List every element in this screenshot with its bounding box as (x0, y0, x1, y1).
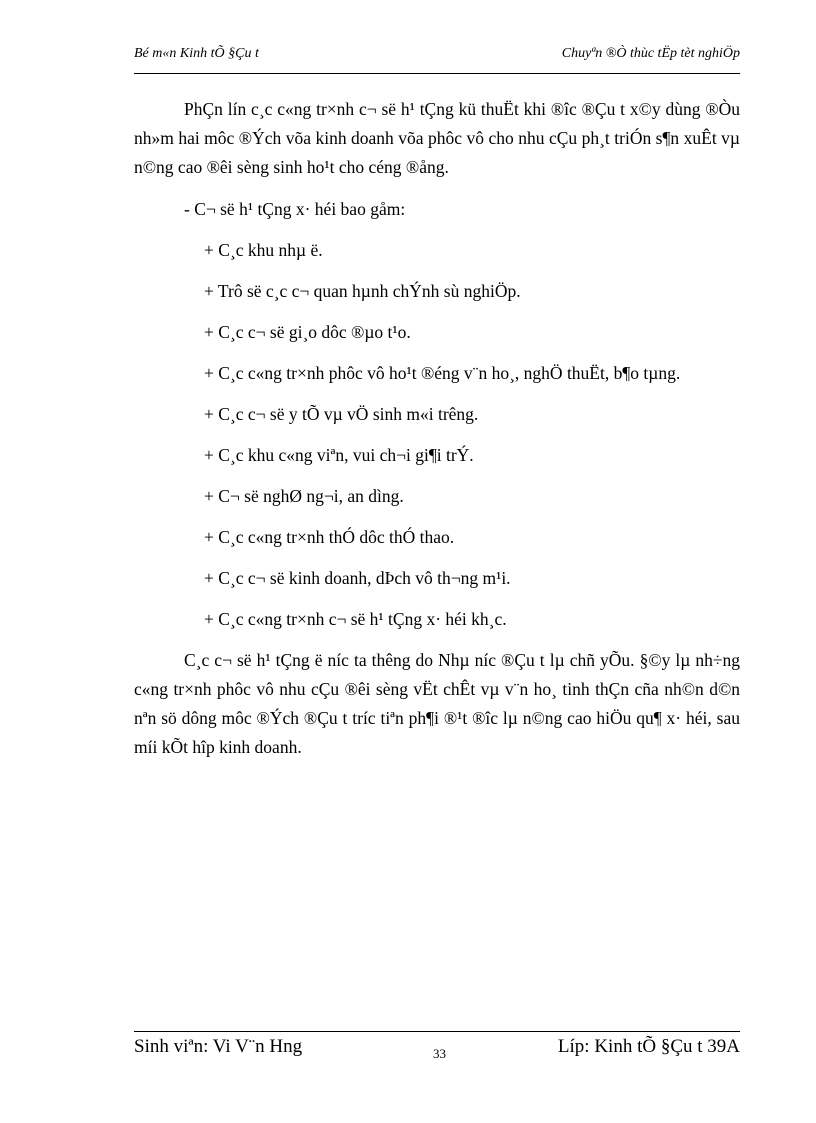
list-item: + C¸c c«ng tr×nh phôc vô ho¹t ®éng v¨n ho¸, nghÖ thuËt, b¶o tµng. (204, 363, 681, 383)
footer-student: Sinh viªn: Vi V¨n Hng (134, 1036, 303, 1057)
paragraph-2: C¸c c¬ së h¹ tÇng ë níc ta thêng do Nhµ níc ®Çu t lµ chñ yÕu. §©y lµ nh÷ng c«ng tr×nh phôc vô nhu cÇu ®êi sèng vËt chÊt vµ v¨n ho¸ tinh thÇn cña nh©n d©n nªn sö dông môc ®Ých ®Çu t tríc tiªn ph¶i ®¹t ®îc lµ n©ng cao hiÖu qu¶ x· héi, sau míi kÕt hîp kinh doanh. (134, 650, 740, 757)
page-number: 33 (433, 1046, 446, 1061)
list-item: + C¸c khu nhµ ë. (204, 240, 323, 260)
page-header (134, 46, 740, 66)
page-body (134, 95, 740, 762)
list-item: + C¸c c«ng tr×nh c¬ së h¹ tÇng x· héi kh¸c. (204, 609, 507, 629)
list-item: + C¸c c¬ së gi¸o dôc ®µo t¹o. (204, 322, 411, 342)
paragraph-1: PhÇn lín c¸c c«ng tr×nh c¬ së h¹ tÇng kü thuËt khi ®îc ®Çu t x©y dùng ®Òu nh»m hai môc ®Ých võa kinh doanh võa phôc vô cho nhu cÇu ph¸t triÓn s¶n xuÊt vµ n©ng cao ®êi sèng sinh ho¹t cho céng ®ång. (134, 99, 740, 177)
list-item: + C¸c c«ng tr×nh thÓ dôc thÓ thao. (204, 527, 455, 547)
footer-class: Líp: Kinh tÕ §Çu t 39A (557, 1036, 740, 1057)
list-item: + C¸c c¬ së kinh doanh, dÞch vô th¬ng m¹i. (204, 568, 511, 588)
page-footer (134, 1036, 740, 1062)
footer-divider (134, 1031, 740, 1032)
list-item: + C¸c c¬ së y tÕ vµ vÖ sinh m«i trêng. (204, 404, 479, 424)
list-item: + C¸c khu c«ng viªn, vui ch¬i gi¶i trÝ. (204, 445, 474, 465)
header-title: Chuyªn ®Ò thùc tËp tèt nghiÖp (561, 46, 740, 61)
list-item: + C¬ së nghØ ng¬i, an dìng. (204, 486, 404, 506)
list-item: + Trô së c¸c c¬ quan hµnh chÝnh sù nghiÖp. (204, 281, 521, 301)
header-department: Bé m«n Kinh tÕ §Çu t (134, 46, 259, 61)
list-intro: - C¬ së h¹ tÇng x· héi bao gåm: (184, 199, 406, 219)
header-divider (134, 73, 740, 74)
